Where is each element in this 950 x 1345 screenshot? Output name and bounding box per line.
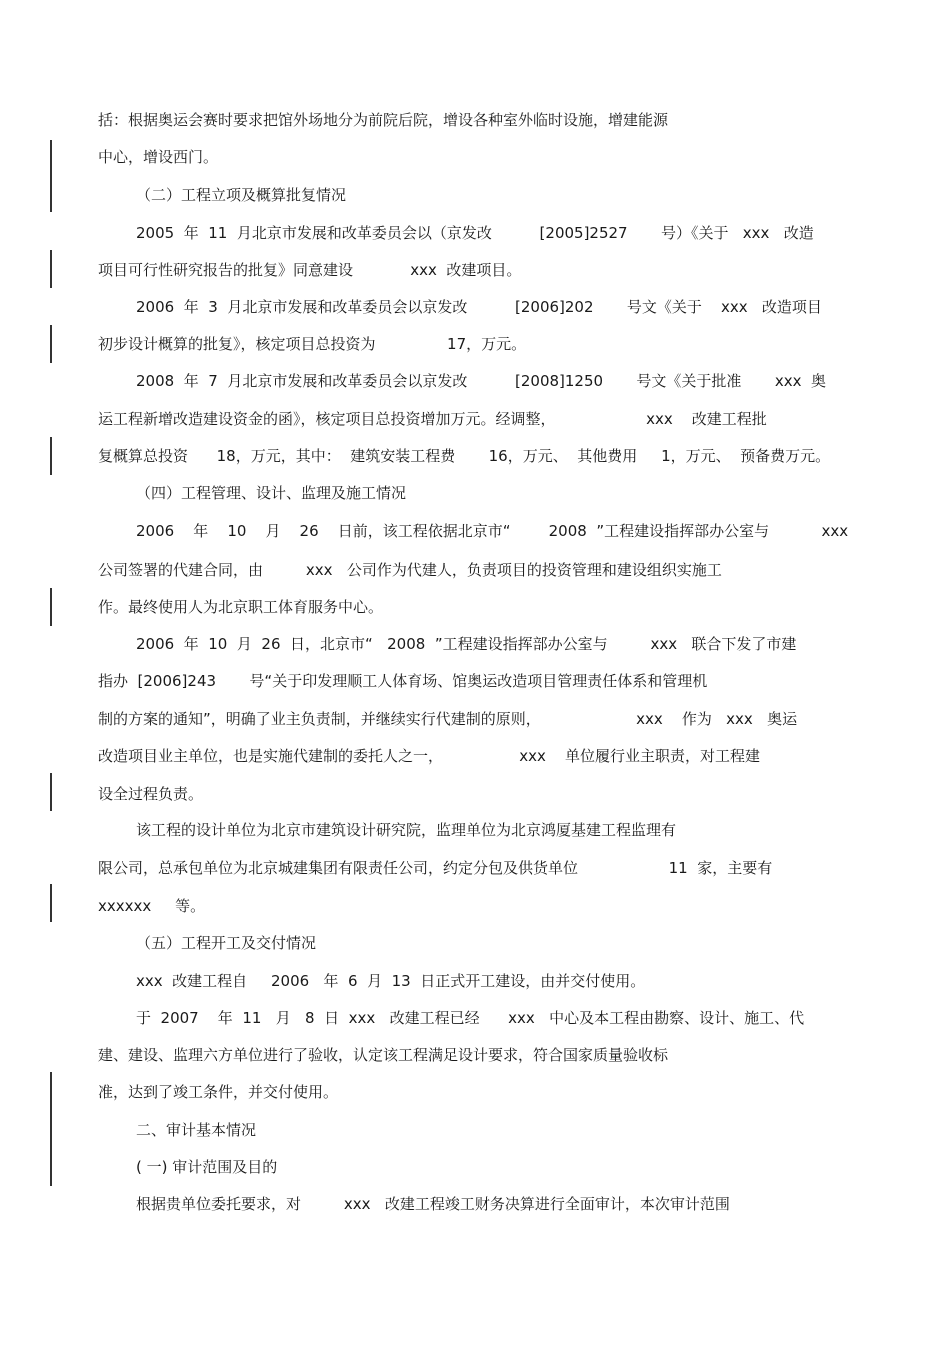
text-line: 运工程新增改造建设资金的函》，核定项目总投资增加万元。经调整， xxx 改建工程批 [98, 410, 767, 428]
text-line: 作。最终使用人为北京职工体育服务中心。 [98, 598, 384, 616]
text-line: 初步设计概算的批复》，核定项目总投资为 17，万元。 [98, 335, 527, 353]
text-line: xxx 改建工程自 2006 年 6 月 13 日正式开工建设，由并交付使用。 [136, 972, 646, 990]
text-line: 2006 年 10 月 26 日，北京市“ 2008 ”工程建设指挥部办公室与 xxx 联合下发了市建 [136, 635, 797, 653]
revision-bar [50, 884, 52, 922]
text-line: 2008 年 7 月北京市发展和改革委员会以京发改 [2008]1250 号文《关于批准 xxx 奥 [136, 372, 826, 390]
text-line: 中心，增设西门。 [98, 148, 219, 166]
section-heading: 二、审计基本情况 [136, 1121, 257, 1139]
revision-bar [50, 773, 52, 811]
text-line: 括：根据奥运会赛时要求把馆外场地分为前院后院，增设各种室外临时设施，增建能源 [98, 111, 669, 129]
text-line: 公司签署的代建合同，由 xxx 公司作为代建人，负责项目的投资管理和建设组织实施工 [98, 561, 722, 579]
text-line: 制的方案的通知”，明确了业主负责制，并继续实行代建制的原则， xxx 作为 xxx 奥运 [98, 710, 798, 728]
text-line: 该工程的设计单位为北京市建筑设计研究院，监理单位为北京鸿厦基建工程监理有 [136, 821, 677, 839]
revision-bar [50, 250, 52, 288]
text-line: 改造项目业主单位，也是实施代建制的委托人之一， xxx 单位履行业主职责，对工程建 [98, 747, 760, 765]
text-line: 2006 年 10 月 26 日前，该工程依据北京市“ 2008 ”工程建设指挥部办公室与 xxx [136, 522, 849, 540]
revision-bar [50, 325, 52, 363]
text-line: 设全过程负责。 [98, 785, 204, 803]
revision-bar [50, 588, 52, 626]
text-line: 于 2007 年 11 月 8 日 xxx 改建工程已经 xxx 中心及本工程由勘察、设计、施工、代 [136, 1009, 805, 1027]
text-line: 2005 年 11 月北京市发展和改革委员会以（京发改 [2005]2527 号）《关于 xxx 改造 [136, 224, 814, 242]
section-heading: （四）工程管理、设计、监理及施工情况 [136, 484, 407, 502]
text-line: 建、建设、监理六方单位进行了验收，认定该工程满足设计要求，符合国家质量验收标 [98, 1046, 669, 1064]
text-line: xxxxxx 等。 [98, 897, 206, 915]
section-heading: （二）工程立项及概算批复情况 [136, 186, 347, 204]
text-line: 项目可行性研究报告的批复》同意建设 xxx 改建项目。 [98, 261, 522, 279]
text-line: 2006 年 3 月北京市发展和改革委员会以京发改 [2006]202 号文《关于 xxx 改造项目 [136, 298, 822, 316]
revision-bar [50, 1072, 52, 1186]
text-line: 指办 [2006]243 号“关于印发理顺工人体育场、馆奥运改造项目管理责任体系和管理机 [98, 672, 708, 690]
text-line: 准，达到了竣工条件，并交付使用。 [98, 1083, 339, 1101]
section-heading: （五）工程开工及交付情况 [136, 934, 317, 952]
revision-bar [50, 437, 52, 475]
text-line: 限公司，总承包单位为北京城建集团有限责任公司，约定分包及供货单位 11 家，主要有 [98, 859, 773, 877]
text-line: 根据贵单位委托要求，对 xxx 改建工程竣工财务决算进行全面审计，本次审计范围 [136, 1195, 730, 1213]
subsection-heading: ( 一) 审计范围及目的 [136, 1158, 278, 1176]
text-line: 复概算总投资 18，万元，其中： 建筑安装工程费 16，万元、 其他费用 1，万元、 预备费万元。 [98, 447, 831, 465]
revision-bar [50, 140, 52, 212]
